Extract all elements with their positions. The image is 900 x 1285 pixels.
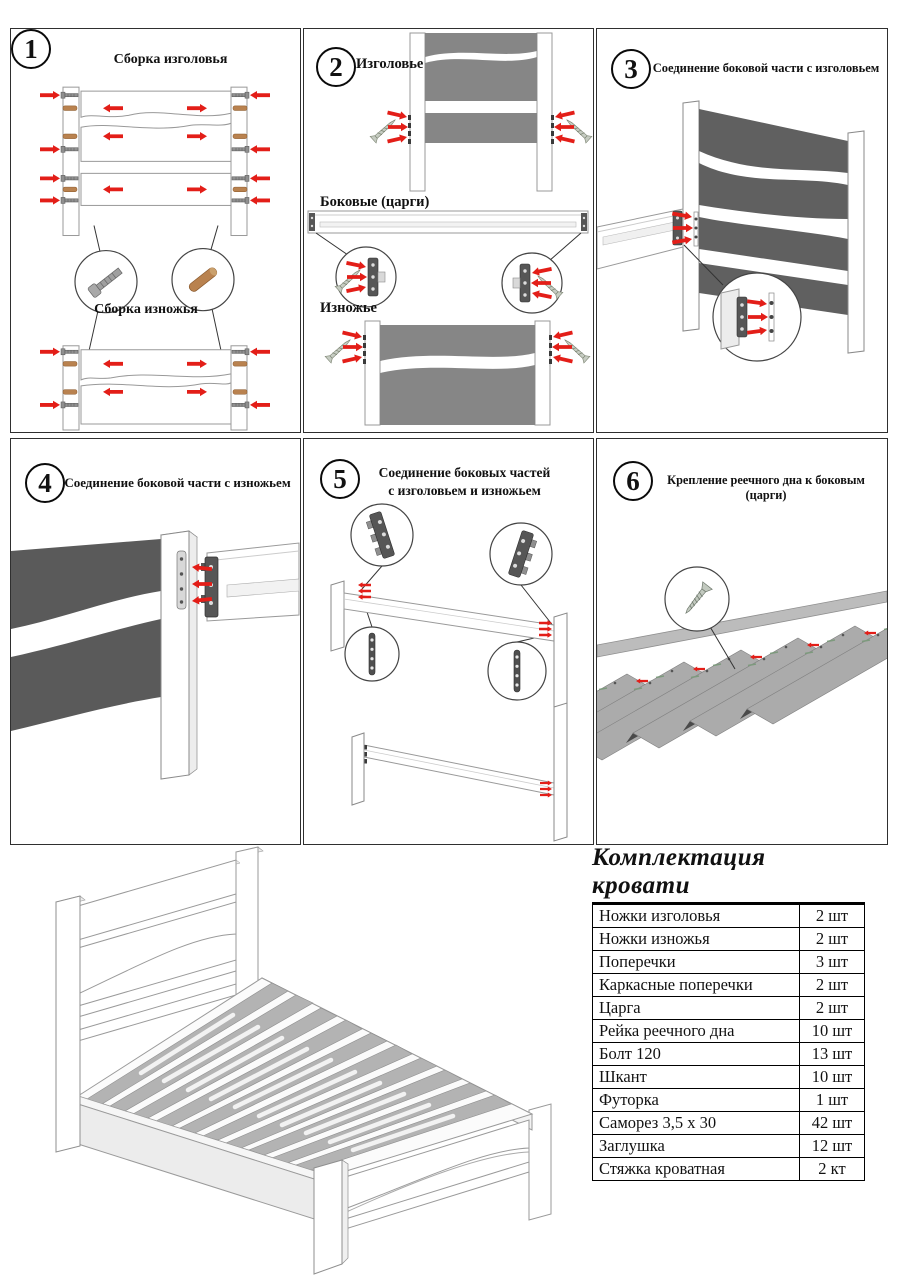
part-name-cell: Саморез 3,5 х 30 <box>593 1112 800 1135</box>
part-qty-cell: 2 шт <box>800 905 865 928</box>
parts-list <box>592 844 865 1181</box>
table-row <box>593 1020 865 1043</box>
parts-table <box>592 904 865 1181</box>
assembled-bed-illustration <box>12 846 590 1280</box>
table-row <box>593 951 865 974</box>
step-number-badge: 6 <box>613 461 653 501</box>
table-row <box>593 1089 865 1112</box>
rail-end-bracket-icon <box>581 213 587 231</box>
part-qty-cell: 2 шт <box>800 997 865 1020</box>
table-row <box>593 928 865 951</box>
part-name-cell: Стяжка кроватная <box>593 1158 800 1181</box>
headboard-footboard-assembly-illustration <box>11 29 300 432</box>
side-to-headboard-illustration <box>597 29 887 432</box>
step-panel-2 <box>303 28 594 433</box>
step-panel-4 <box>10 438 301 845</box>
step-panel-1 <box>10 28 301 433</box>
rail-bracket-icon <box>201 557 218 617</box>
table-row <box>593 905 865 928</box>
step-panel-6 <box>596 438 888 845</box>
part-name-cell: Царга <box>593 997 800 1020</box>
step-number-badge: 1 <box>11 29 51 69</box>
step-1-subtitle: Сборка изножья <box>94 302 198 317</box>
part-name-cell: Ножки изножья <box>593 928 800 951</box>
part-name-cell: Каркасные поперечки <box>593 974 800 997</box>
part-qty-cell: 1 шт <box>800 1089 865 1112</box>
panels-and-rails-illustration <box>304 29 593 432</box>
headboard-label: Изголовье <box>356 56 424 72</box>
part-qty-cell: 10 шт <box>800 1020 865 1043</box>
part-name-cell: Рейка реечного дна <box>593 1020 800 1043</box>
step-1-title: Сборка изголовья <box>113 52 228 67</box>
part-qty-cell: 2 шт <box>800 974 865 997</box>
part-qty-cell: 42 шт <box>800 1112 865 1135</box>
part-name-cell: Поперечки <box>593 951 800 974</box>
part-qty-cell: 2 шт <box>800 928 865 951</box>
part-qty-cell: 12 шт <box>800 1135 865 1158</box>
part-qty-cell: 3 шт <box>800 951 865 974</box>
step-number-badge: 4 <box>25 463 65 503</box>
step-number-badge: 2 <box>316 47 356 87</box>
table-row <box>593 1043 865 1066</box>
footboard-label: Изножье <box>320 300 377 316</box>
table-row <box>593 1112 865 1135</box>
step-number-badge: 5 <box>320 459 360 499</box>
step-6-title: Крепление реечного дна к боковым (царги) <box>667 473 865 503</box>
step-3-title: Соединение боковой части с изголовьем <box>652 61 880 75</box>
step-number-badge: 3 <box>611 49 651 89</box>
part-name-cell: Ножки изголовья <box>593 905 800 928</box>
step-panel-3 <box>596 28 888 433</box>
side-rails-label: Боковые (царги) <box>320 194 430 210</box>
step-4-title: Соединение боковой части с изножьем <box>64 475 291 490</box>
table-row <box>593 1135 865 1158</box>
table-row <box>593 1158 865 1181</box>
step-5-title-line1: Соединение боковых частей <box>378 465 551 480</box>
part-name-cell: Шкант <box>593 1066 800 1089</box>
post-plate-icon <box>177 551 186 609</box>
part-qty-cell: 10 шт <box>800 1066 865 1089</box>
table-row <box>593 1066 865 1089</box>
part-qty-cell: 13 шт <box>800 1043 865 1066</box>
part-qty-cell: 2 кт <box>800 1158 865 1181</box>
part-name-cell: Заглушка <box>593 1135 800 1158</box>
step-panel-5 <box>303 438 594 845</box>
table-row <box>593 974 865 997</box>
rail-end-bracket-icon <box>309 213 315 231</box>
part-name-cell: Футорка <box>593 1089 800 1112</box>
part-name-cell: Болт 120 <box>593 1043 800 1066</box>
table-row <box>593 997 865 1020</box>
step-5-title-line2: с изголовьем и изножьем <box>388 483 541 498</box>
parts-list-title: Комплектация кровати <box>592 844 865 904</box>
